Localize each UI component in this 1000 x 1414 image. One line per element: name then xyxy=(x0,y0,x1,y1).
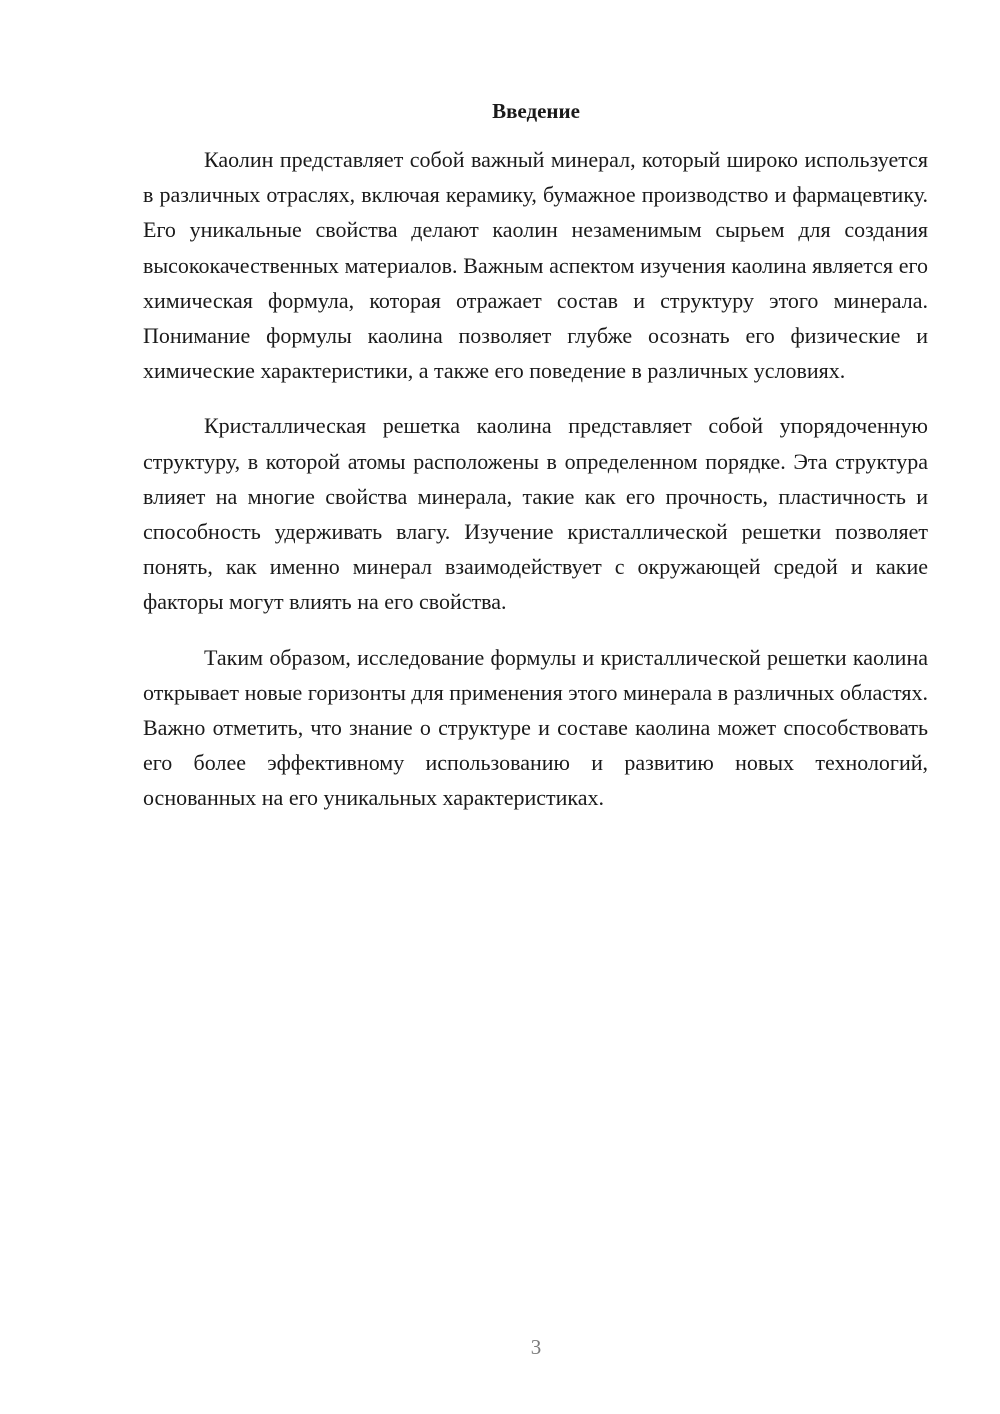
paragraph-1: Каолин представляет собой важный минерал, который широко используется в различных отраслях, включая керамику, бумажное производство и фармацевтику. Его уникальные свойства делают каолин незаменимым сырьем для создания высококачественных материалов. Важным аспектом изучения каолина является его химическая формула, которая отражает состав и структуру этого минерала. Понимание формулы каолина позволяет глубже осознать его физические и химические характеристики, а также его поведение в различных условиях. xyxy=(143,147,928,384)
paragraph-2: Кристаллическая решетка каолина представляет собой упорядоченную структуру, в которой атомы расположены в определенном порядке. Эта структура влияет на многие свойства минерала, такие как его прочность, пластичность и способность удерживать влагу. Изучение кристаллической решетки позволяет понять, как именно минерал взаимодействует с окружающей средой и какие факторы могут влиять на его свойства. xyxy=(143,413,928,615)
paragraph-3: Таким образом, исследование формулы и кристаллической решетки каолина открывает новые горизонты для применения этого минерала в различных областях. Важно отметить, что знание о структуре и составе каолина может способствовать его более эффективному использованию и развитию новых технологий, основанных на его уникальных характеристиках. xyxy=(143,644,928,811)
page-number: 3 xyxy=(530,1335,542,1359)
body-text xyxy=(143,142,928,836)
section-title: Введение xyxy=(492,99,580,123)
